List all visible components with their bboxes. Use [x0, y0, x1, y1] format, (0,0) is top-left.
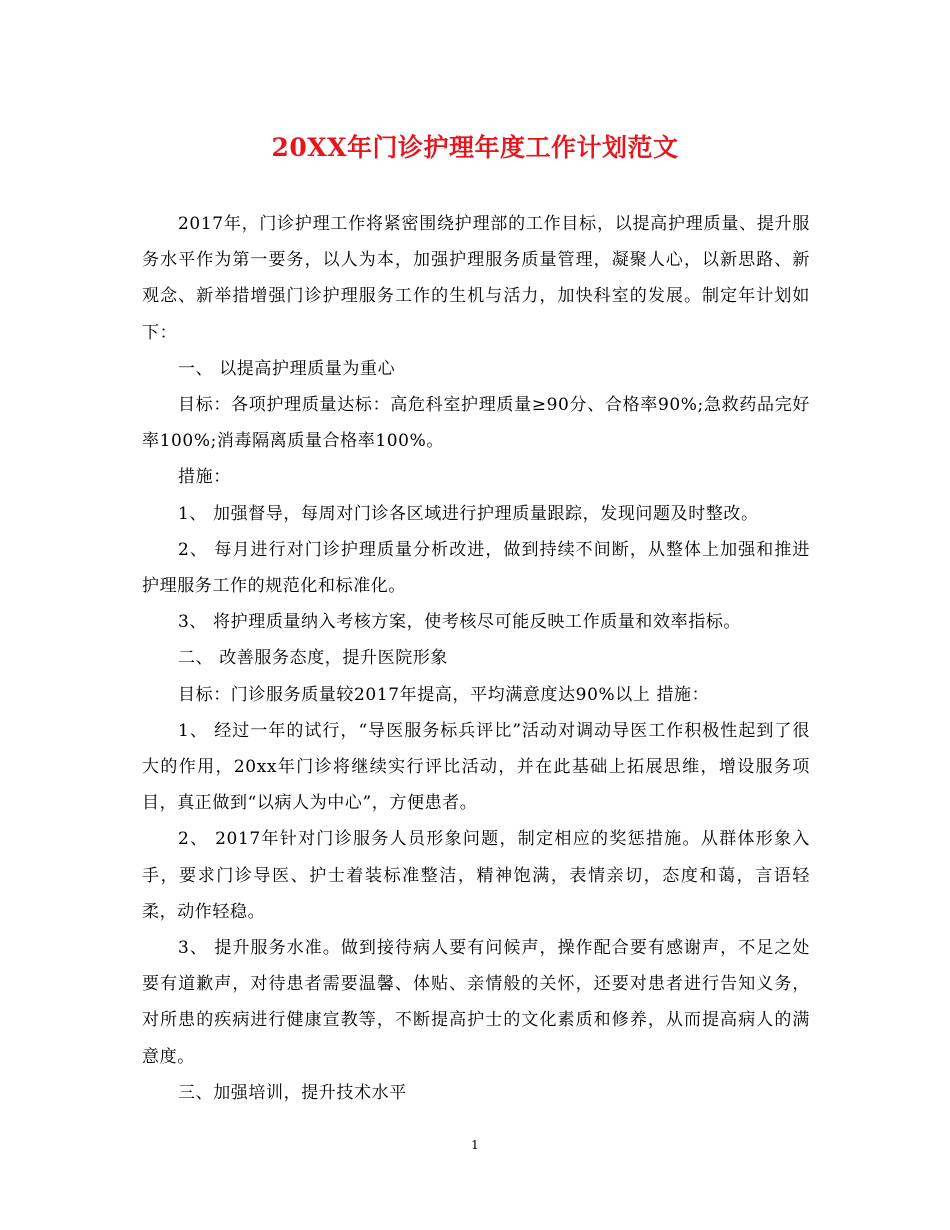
section-heading-3: 三、加强培训，提升技术水平: [178, 1082, 407, 1103]
list-item-1-2: 2、 每月进行对门诊护理质量分析改进，做到持续不间断，从整体上加强和推进护理服务工作的规范化和标准化。: [142, 539, 810, 597]
page-number: 1: [471, 1138, 479, 1152]
section-heading-2: 二、 改善服务态度，提升医院形象: [178, 648, 449, 669]
paragraph-measures-label: 措施：: [178, 467, 231, 488]
list-item-1-3: 3、 将护理质量纳入考核方案，使考核尽可能反映工作质量和效率指标。: [178, 612, 742, 633]
document-title: 20XX年门诊护理年度工作计划范文: [271, 133, 679, 162]
paragraph-goal-1: 目标：各项护理质量达标：高危科室护理质量≥90分、合格率90%;急救药品完好率100%;消毒隔离质量合格率100%。: [142, 395, 810, 452]
list-item-2-1: 1、 经过一年的试行，“导医服务标兵评比”活动对调动导医工作积极性起到了很大的作用，20xx年门诊将继续实行评比活动，并在此基础上拓展思维，增设服务项目，真正做到“以病人为中心”，方便患者。: [142, 720, 810, 814]
section-heading-1: 一、 以提高护理质量为重心: [178, 358, 396, 379]
list-item-2-2: 2、 2017年针对门诊服务人员形象问题，制定相应的奖惩措施。从群体形象入手，要求门诊导医、护士着装标准整洁，精神饱满，表情亲切，态度和蔼，言语轻柔，动作轻稳。: [142, 829, 810, 922]
paragraph-goal-2: 目标：门诊服务质量较2017年提高，平均满意度达90%以上 措施：: [178, 684, 710, 705]
document-body: [142, 206, 810, 1111]
list-item-2-3: 3、 提升服务水准。做到接待病人要有问候声，操作配合要有感谢声，不足之处要有道歉声，对待患者需要温馨、体贴、亲情般的关怀，还要对患者进行告知义务，对所患的疾病进行健康宣教等，不断提高护士的文化素质和修养，从而提高病人的满意度。: [142, 938, 810, 1067]
list-item-1-1: 1、 加强督导，每周对门诊各区域进行护理质量跟踪，发现问题及时整改。: [178, 503, 759, 524]
paragraph-intro: 2017年，门诊护理工作将紧密围绕护理部的工作目标，以提高护理质量、提升服务水平作为第一要务，以人为本，加强护理服务质量管理，凝聚人心，以新思路、新观念、新举措增强门诊护理服务工作的生机与活力，加快科室的发展。制定年计划如下：: [142, 214, 810, 343]
